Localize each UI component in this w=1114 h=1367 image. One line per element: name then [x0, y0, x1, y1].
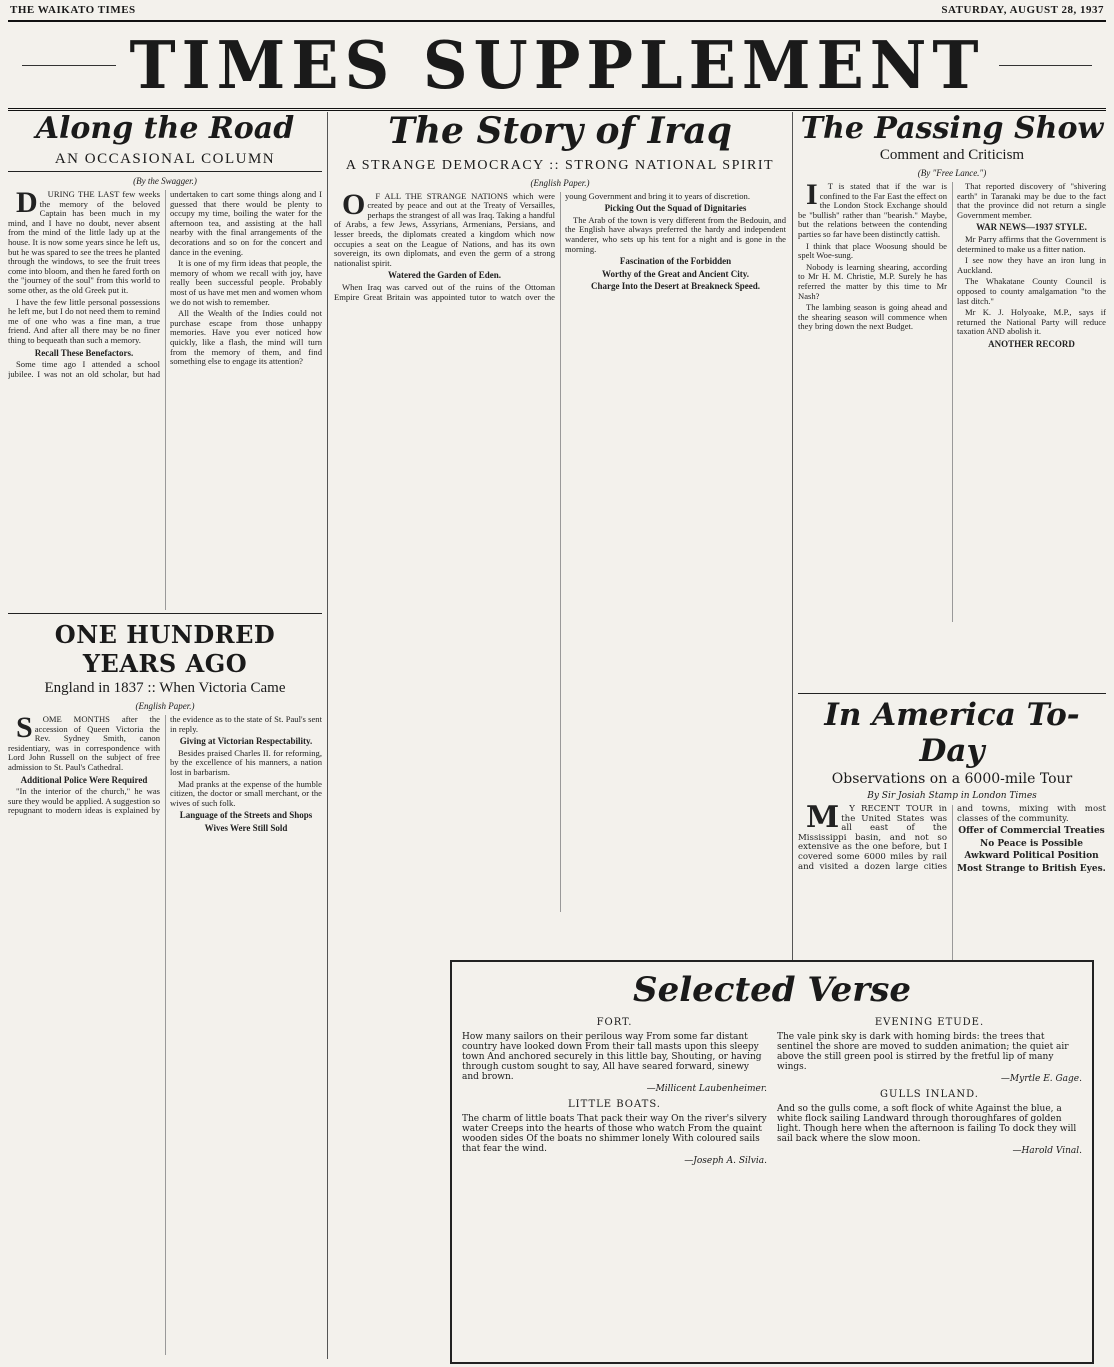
paragraph: The Whakatane County Council is opposed to county amalgamation "to the last ditch." [957, 276, 1106, 306]
article-byline: (By the Swagger.) [133, 176, 197, 186]
divider [798, 693, 1106, 694]
section-byline: (English Paper.) [135, 701, 195, 711]
masthead [8, 20, 1106, 111]
article-continuation [334, 912, 444, 1292]
selected-verse-box [450, 960, 1094, 1364]
divider [8, 613, 322, 614]
verse-title: Selected Verse [633, 970, 911, 1010]
paragraph: The lambing season is going ahead and the shearing season will commence when they bring down the next Budget. [798, 302, 947, 332]
section-heading: Recall These Benefactors. [34, 347, 134, 358]
paragraph: When Iraq was carved out of the ruins of the Ottoman Empire Great Britain was appointed tutor to watch over the young Government and bring it to years of discretion. [334, 190, 750, 302]
paragraph: Mr Parry affirms that the Government is determined to make us a fitter nation. [957, 233, 1106, 254]
article-byline: (English Paper.) [530, 177, 590, 188]
divider [8, 171, 322, 172]
paragraph: I think that place Woosung should be spelt Woe-sung. [798, 240, 947, 261]
section-heading: Giving at Victorian Respectability. [179, 736, 313, 747]
section-heading: Picking Out the Squad of Dignitaries [604, 203, 747, 214]
paragraph: I have the few little personal possessions he left me, but I do not need them to remind me of one who was a fine man, a true friend. And after all there may be no finer thing to bequeath than such a memory. [8, 296, 160, 345]
article-body [798, 178, 1106, 622]
article-body [334, 187, 786, 912]
poem-text: The charm of little boats That pack their way On the river's silvery water Creeps into the hearts of those who watch From the quaint wooden sides Of the boats no shimmer lonely With coloured sails that fear the wind. [462, 1114, 767, 1154]
article-byline: (By "Free Lance.") [917, 168, 987, 178]
paragraph: It is one of my firm ideas that people, the memory of whom we recall with joy, have really been successful people. Probably most of us have met men and women whom we do not wish to remember. [170, 258, 322, 307]
section-heading: Language of the Streets and Shops [179, 810, 313, 821]
poem-title: LITTLE BOATS. [568, 1099, 661, 1110]
poem-title: GULLS INLAND. [880, 1089, 979, 1100]
section-body [8, 711, 322, 1355]
poem-title: FORT. [596, 1017, 633, 1028]
verse-column-right [777, 1014, 1082, 1172]
issue-date: SATURDAY, AUGUST 28, 1937 [941, 4, 1104, 16]
column-rule [327, 112, 328, 1359]
america-title: In America To-Day [824, 697, 1080, 769]
section-heading: Awkward Political Position [964, 851, 1099, 862]
verse-column-left [462, 1014, 767, 1172]
paragraph: SOME MONTHS after the accession of Queen Victoria the Rev. Sydney Smith, canon residentiary, was in correspondence with Lord John Russell on the subject of free admission to St. Paul's Cathedral. [8, 711, 160, 772]
masthead-rule-right [999, 65, 1093, 66]
masthead-title: TIMES SUPPLEMENT [129, 26, 985, 104]
poem-text: The vale pink sky is dark with homing birds: the trees that sentinel the shore are moved to sudden animation; the quiet air above the still green pool is stirred by the fretful lip of many wings. [777, 1032, 1069, 1072]
article-subtitle: Comment and Criticism [879, 147, 1025, 163]
america-subtitle: Observations on a 6000-mile Tour [831, 771, 1073, 787]
section-heading: Additional Police Were Required [20, 774, 148, 785]
paragraph: All the Wealth of the Indies could not purchase escape from those unhappy memories. Have you ever noticed how quickly, like a flash, the mind will turn from the memory of them, and find something else to engage its attention? [170, 308, 322, 367]
paragraph: The Arab of the town is very different from the Bedouin, and the English have always preferred the hardy and independent wanderer, who sets up his tent for a night and is gone in the morning. [565, 214, 786, 254]
section-heading: Charge Into the Desert at Breakneck Speed. [590, 281, 761, 292]
poem-author: —Millicent Laubenheimer. [646, 1084, 767, 1094]
paragraph: Mr K. J. Holyoake, M.P., says if returned the National Party will reduce taxation AND abolish it. [957, 307, 1106, 337]
article-title: The Story of Iraq [388, 112, 732, 152]
section-heading: Most Strange to British Eyes. [957, 863, 1106, 874]
america-byline: By Sir Josiah Stamp in London Times [867, 791, 1037, 801]
poem-author: —Myrtle E. Gage. [1000, 1074, 1082, 1084]
section-heading: WAR NEWS—1937 STYLE. [976, 222, 1087, 233]
verse-columns [452, 1014, 1092, 1172]
column-along-the-road [8, 112, 322, 1361]
paragraph: I see now they have an iron lung in Auckland. [957, 255, 1106, 275]
section-heading: Worthy of the Great and Ancient City. [601, 268, 750, 279]
paragraph: IT is stated that if the war is confined to the Far East the effect on the London Stock Exchange should be "bullish" rather than "bearish." Maybe, but the relations between the contending parties so far have been distinctly cattish. [798, 178, 947, 239]
paragraph: That reported discovery of "shivering earth" in Taranaki may be due to the fact that the province did not return a single Government member. [957, 181, 1106, 220]
section-heading: ANOTHER RECORD [988, 338, 1075, 349]
article-title: Along the Road [35, 112, 295, 146]
article-subtitle: A STRANGE DEMOCRACY :: STRONG NATIONAL SPIRIT [345, 157, 775, 173]
poem-title: EVENING ETUDE. [874, 1017, 985, 1028]
paragraph: Mad pranks at the expense of the humble citizen, the doctor or small merchant, or the wives of such folk. [170, 778, 322, 808]
section-heading: No Peace is Possible [980, 838, 1083, 849]
poem-author: —Harold Vinal. [1012, 1146, 1082, 1156]
section-title: ONE HUNDRED YEARS AGO [54, 620, 276, 678]
top-line [10, 4, 1104, 18]
paper-name: THE WAIKATO TIMES [10, 4, 136, 16]
paragraph: Some time ago I attended a school jubilee. I was not an old scholar, but had undertaken to cart some things along and I guessed that there would be plenty to occupy my time, boiling the water for the afternoon tea, and assisting at the hall nearby with the final arrangements of the decorations and so on for the concert and dance in the evening. [8, 189, 322, 379]
paragraph: OF ALL THE STRANGE NATIONS which were created by peace and out at the Treaty of Versailles, perhaps the strangest of all was Iraq. Taking a handful of Arabs, a few Jews, Assyrians, Armenians, Persians, and lesser breeds, the diplomats created a kingdom which now occupies a seat on the League of Nations, and has its own sovereign, its own diplomats, and even the germ of a strong nationalist spirit. [334, 187, 555, 268]
section-heading: Watered the Garden of Eden. [387, 270, 502, 281]
article-subtitle: AN OCCASIONAL COLUMN [54, 151, 276, 167]
masthead-rule-left [22, 65, 116, 66]
paragraph: DURING THE LAST few weeks the memory of the beloved Captain has been much in my mind, and I have no doubt, never absent from the mind of the little lady up at the house. It is now some years since he left us, but he was spared to see the trees he planted through the windows, to see the fruit trees come into bloom, and then he fared forth on the "journey of the soul" from this world to some other, as the old Greek put it. [8, 186, 161, 295]
section-heading: Fascination of the Forbidden [619, 256, 732, 267]
section-heading: Offer of Commercial Treaties [958, 826, 1105, 837]
section-heading: Wives Were Still Sold [204, 822, 288, 833]
paragraph: "In the interior of the church," he was sure they would be applied. A suggestion so repugnant to modern ideas is explained by the evidence as to the state of St. Paul's sent in reply. [8, 714, 322, 816]
section-subtitle: England in 1837 :: When Victoria Came [44, 680, 286, 696]
article-title: The Passing Show [800, 112, 1104, 146]
poem-author: —Joseph A. Silvia. [684, 1156, 767, 1166]
poem-text: And so the gulls come, a soft flock of white Against the blue, a white flock sailing Landward through thoroughfares of golden light. Though here when the afternoon is failing To dock they will sail back where the slow moon. [777, 1104, 1077, 1144]
paragraph: MY RECENT TOUR in the United States was all east of the Mississippi basin, and not so extensive as the one before, but I covered some 6000 miles by rail and visited a dozen large cities and towns, mixing with most classes of the community. [798, 800, 1106, 872]
poem-text: How many sailors on their perilous way From some far distant country have looked down From their tall masts upon this sleepy town And anchored securely in this little bay, Shouting, or having through custom sought to say, All have seared forward, sinewy and brown. [462, 1032, 762, 1082]
paragraph: Besides praised Charles II. for reforming, by the excellence of his manners, a nation lost in barbarism. [170, 747, 322, 777]
article-body [8, 186, 322, 610]
paragraph: Nobody is learning shearing, according to Mr H. M. Christie, M.P. Surely he has referred the matter by this time to Mr Nash? [798, 261, 947, 301]
